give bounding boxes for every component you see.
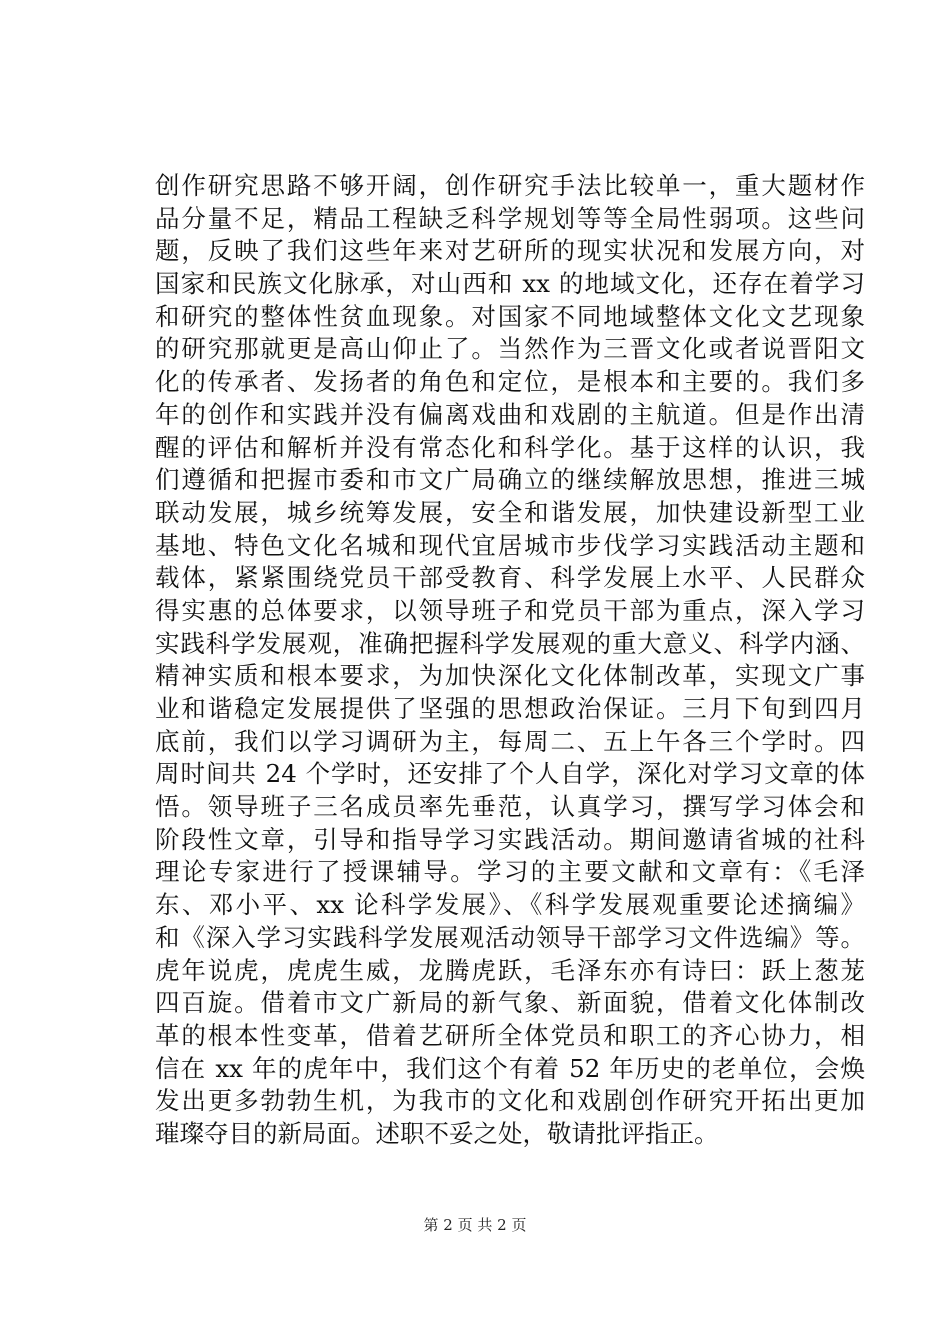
text-line: 周时间共 24 个学时，还安排了个人自学，深化对学习文章的体 (155, 759, 865, 789)
text-line: 实践科学发展观，准确把握科学发展观的重大意义、科学内涵、 (155, 628, 865, 658)
text-line: 业和谐稳定发展提供了坚强的思想政治保证。三月下旬到四月 (155, 694, 865, 723)
text-line: 和研究的整体性贫血现象。对国家不同地域整体文化文艺现象 (155, 301, 865, 331)
text-line: 悟。领导班子三名成员率先垂范，认真学习，撰写学习体会和 (155, 792, 865, 822)
text-line: 底前，我们以学习调研为主，每周二、五上午各三个学时。四 (155, 726, 865, 756)
text-line: 基地、特色文化名城和现代宜居城市步伐学习实践活动主题和 (155, 530, 865, 560)
text-line: 东、邓小平、xx 论科学发展》、《科学发展观重要论述摘编》 (155, 890, 865, 920)
text-line: 四百旋。借着市文广新局的新气象、新面貌，借着文化体制改 (155, 988, 865, 1018)
text-line: 国家和民族文化脉承，对山西和 xx 的地域文化，还存在着学习 (155, 269, 865, 299)
text-line: 品分量不足，精品工程缺乏科学规划等等全局性弱项。这些问 (155, 203, 865, 233)
text-line: 璀璨夺目的新局面。述职不妥之处，敬请批评指正。 (155, 1118, 719, 1148)
page-number-footer: 第 2 页 共 2 页 (423, 1216, 527, 1234)
text-line: 阶段性文章，引导和指导学习实践活动。期间邀请省城的社科 (155, 824, 865, 854)
text-line: 化的传承者、发扬者的角色和定位，是根本和主要的。我们多 (155, 367, 865, 397)
text-line: 虎年说虎，虎虎生威，龙腾虎跃，毛泽东亦有诗曰：跃上葱茏 (155, 955, 865, 985)
text-line: 创作研究思路不够开阔，创作研究手法比较单一，重大题材作 (155, 171, 865, 200)
text-line: 联动发展，城乡统筹发展，安全和谐发展，加快建设新型工业 (155, 497, 865, 527)
text-line: 理论专家进行了授课辅导。学习的主要文献和文章有：《毛泽 (155, 857, 865, 887)
text-line: 革的根本性变革，借着艺研所全体党员和职工的齐心协力，相 (155, 1020, 865, 1050)
text-line: 题，反映了我们这些年来对艺研所的现实状况和发展方向，对 (155, 236, 865, 266)
text-line: 和《深入学习实践科学发展观活动领导干部学习文件选编》等。 (155, 922, 865, 952)
text-line: 信在 xx 年的虎年中，我们这个有着 52 年历史的老单位，会焕 (155, 1053, 865, 1083)
body-paragraph (155, 170, 865, 1151)
text-line: 发出更多勃勃生机，为我市的文化和戏剧创作研究开拓出更加 (155, 1086, 865, 1116)
text-line: 年的创作和实践并没有偏离戏曲和戏剧的主航道。但是作出清 (155, 399, 865, 429)
text-line: 载体，紧紧围绕党员干部受教育、科学发展上水平、人民群众 (155, 563, 865, 593)
text-line: 们遵循和把握市委和市文广局确立的继续解放思想，推进三城 (155, 465, 865, 495)
text-line: 的研究那就更是高山仰止了。当然作为三晋文化或者说晋阳文 (155, 334, 865, 364)
text-line: 得实惠的总体要求，以领导班子和党员干部为重点，深入学习 (155, 595, 865, 625)
text-line: 精神实质和根本要求，为加快深化文化体制改革，实现文广事 (155, 661, 865, 691)
text-line: 醒的评估和解析并没有常态化和科学化。基于这样的认识，我 (155, 432, 865, 462)
